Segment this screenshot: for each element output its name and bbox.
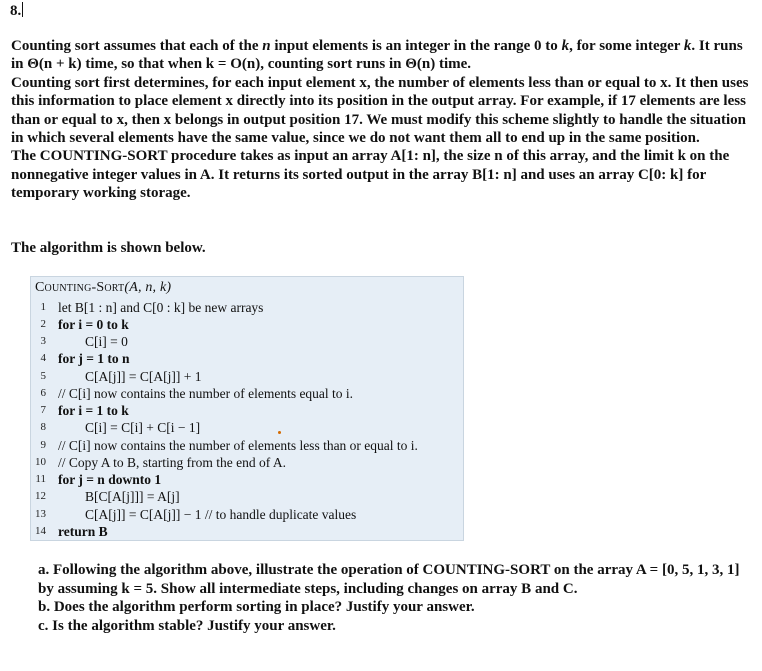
intro-paragraph-2: Counting sort first determines, for each input element x, the number of elements less than or equal to x. It then uses this information to place element x directly into its position in the output array. For example, if 17 elements are less than or equal to x, then x belongs in output position 17. We must modify this scheme slightly to handle the situation in which several elements have the same value, since we do not want them all to end up in the same position. <box>11 74 749 147</box>
algorithm-title: Counting-Sort(A, n, k) <box>35 280 172 295</box>
question-parts <box>38 561 748 635</box>
algorithm-box: Counting-Sort(A, n, k) 1 let B[1 : n] and C[0 : k] be new arrays 2 for i = 0 to k 3 C[i] = 0 4 for j = 1 to n 5 C[A[j]] = C[A[j]] + 1 6 // C[i] now contains the number of elements equal to i. 7 for i = 1 to k 8 C[i] = C[i] + C[i − 1] 9 // C[i] now contains the number of elements less than or equal to i. 10 // Copy A to B, starting from the end of A. 11 for j = n downto 1 12 B[C[A[j]]] = A[j] 13 C[A[j]] = C[A[j]] − 1 // to handle duplicate values 14 return B <box>30 276 464 541</box>
intro-paragraph-3: The COUNTING-SORT procedure takes as input an array A[1: n], the size n of this array, and the limit k on the nonnegative integer values in A. It returns its sorted output in the array B[1: n] and uses an array C[0: k] for temporary working storage. <box>11 148 730 202</box>
annotation-dot <box>278 431 281 434</box>
part-b: b. Does the algorithm perform sorting in place? Justify your answer. <box>38 599 475 616</box>
problem-intro <box>11 37 751 203</box>
algorithm-intro: The algorithm is shown below. <box>11 240 206 256</box>
intro-paragraph-1: Counting sort assumes that each of the n input elements is an integer in the range 0 to k, for some integer k. It runs in Θ(n + k) time, so that when k = O(n), counting sort runs in Θ(n) time. <box>11 38 743 73</box>
question-number: 8. <box>10 3 22 19</box>
part-a: a. Following the algorithm above, illustrate the operation of COUNTING-SORT on the array A = [0, 5, 1, 3, 1] by assuming k = 5. Show all intermediate steps, including changes on array B and C. <box>38 562 740 597</box>
part-c: c. Is the algorithm stable? Justify your answer. <box>38 617 336 634</box>
text-cursor <box>22 2 23 17</box>
